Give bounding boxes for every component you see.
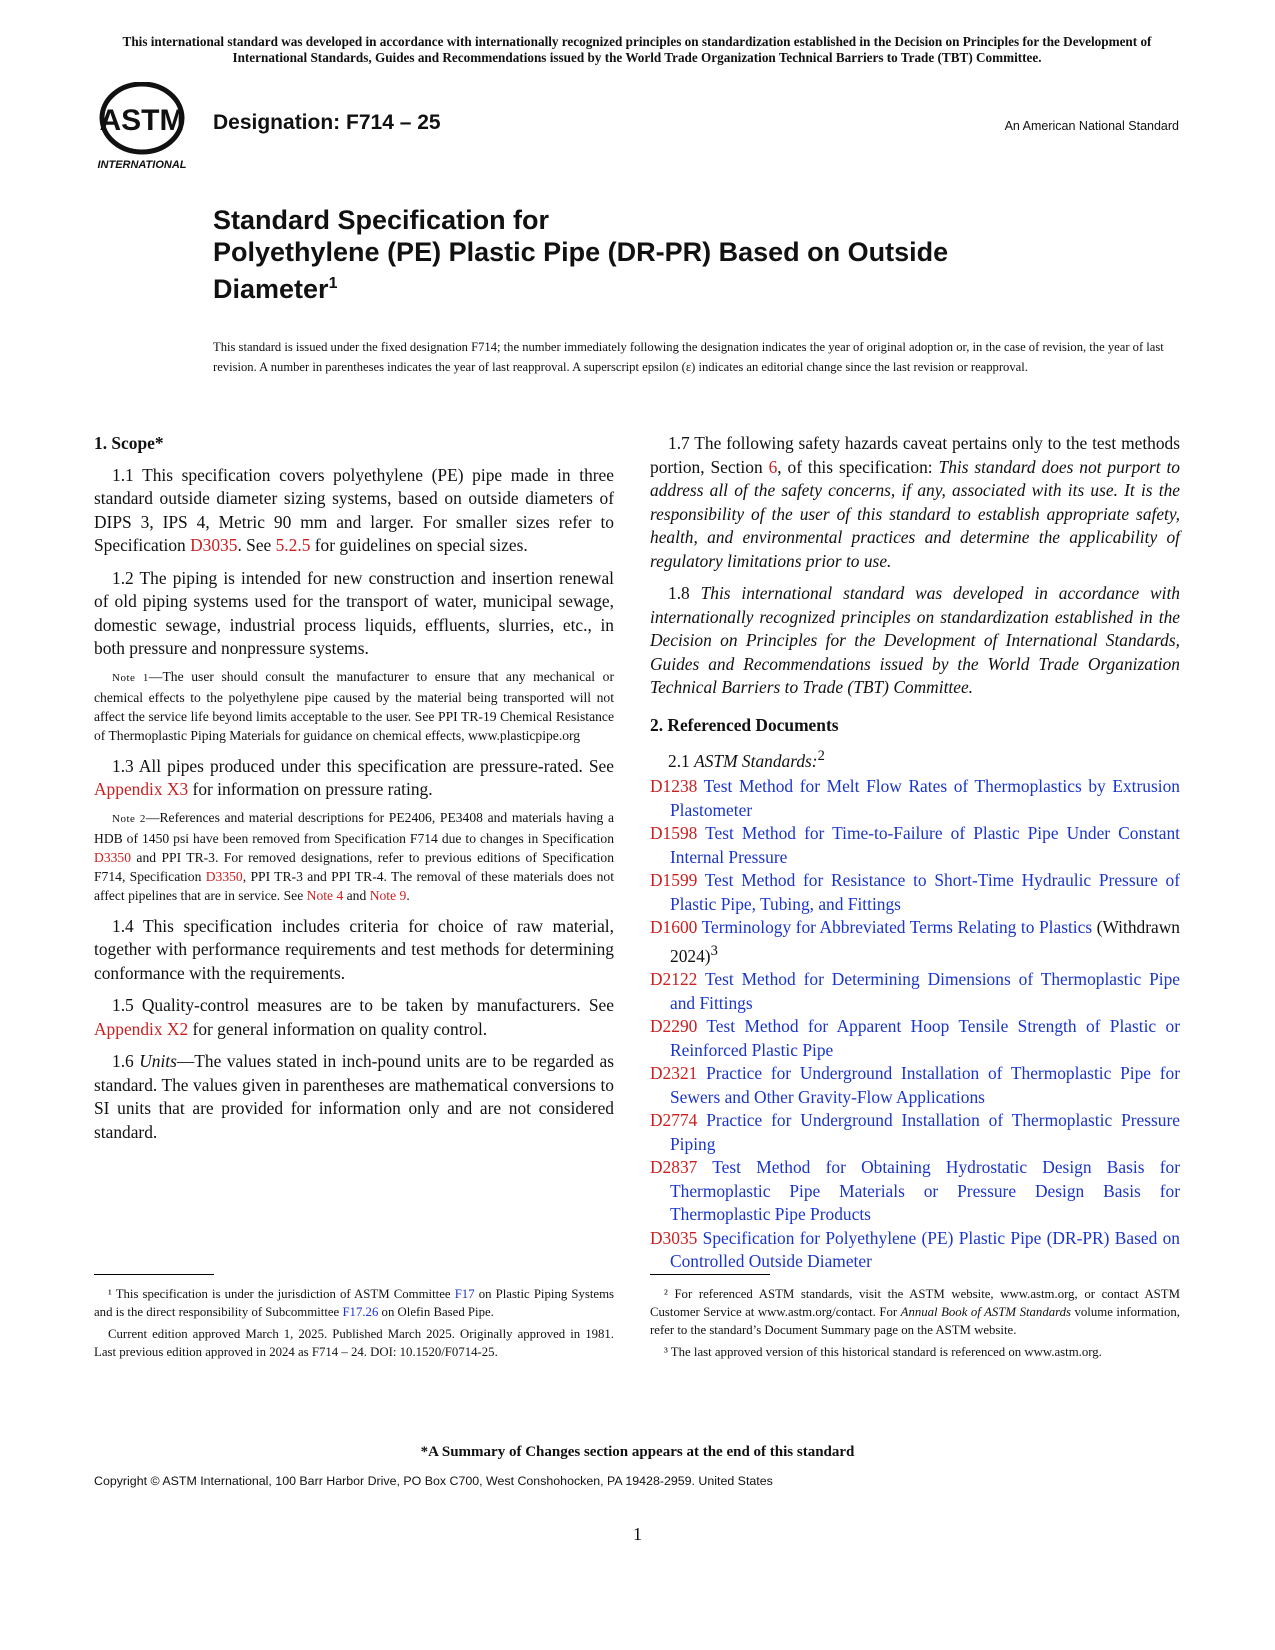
- left-column: [94, 432, 614, 1153]
- logo-word: INTERNATIONAL: [97, 159, 187, 171]
- right-column: [650, 432, 1180, 1274]
- ref-item[interactable]: [650, 1109, 1180, 1156]
- para-1-4: 1.4 This specification includes criteria for choice of raw material, together with performance requirements and test methods for determining conformance with the requirements.: [94, 915, 614, 983]
- ref-code[interactable]: D3035: [650, 1227, 698, 1248]
- ref-item[interactable]: [650, 869, 1180, 916]
- title-footnote-mark: 1: [328, 275, 338, 292]
- footnote-rule-left: [94, 1274, 214, 1275]
- footnote-rule-right: [650, 1274, 770, 1275]
- document-title: [213, 204, 1113, 305]
- astm-logo: [92, 82, 192, 172]
- link-appendix-x3[interactable]: Appendix X3: [94, 779, 189, 799]
- para-1-1: 1.1 This specification covers polyethylene (PE) pipe made in three standard outside diameter sizing systems, based on outside diameters of DIPS 3, IPS 4, Metric 90 mm and larger. For smaller sizes refer to Specification D3035. See 5.2.5 for guidelines on special sizes.: [94, 464, 614, 555]
- title-line-2: Polyethylene (PE) Plastic Pipe (DR-PR) Based on Outside: [213, 237, 949, 267]
- ref-title[interactable]: Test Method for Resistance to Short-Time Hydraulic Pressure of Plastic Pipe, Tubing, and Fittings: [670, 870, 1180, 914]
- section-2-heading: 2. Referenced Documents: [650, 714, 839, 735]
- para-1-7: 1.7 The following safety hazards caveat pertains only to the test methods portion, Section 6, of this specification: This standard does not purport to address all of the safety concerns, if any, associated with its use. It is the responsibility of the user of this standard to establish appropriate safety, health, and environmental practices and determine the applicability of regulatory limitations prior to use.: [650, 433, 1180, 571]
- link-f17[interactable]: F17: [454, 1287, 475, 1301]
- link-note-4[interactable]: Note 4: [306, 887, 344, 903]
- ref-code[interactable]: D2774: [650, 1110, 698, 1131]
- page-number: 1: [633, 1524, 642, 1544]
- ref-title[interactable]: Practice for Underground Installation of Thermoplastic Pressure Piping: [670, 1110, 1180, 1154]
- link-d3350[interactable]: D3350: [94, 849, 132, 865]
- summary-of-changes-note: *A Summary of Changes section appears at the end of this standard: [420, 1444, 855, 1460]
- note-2: Note 2—References and material descriptions for PE2406, PE3408 and materials having a HDB of 1450 psi have been removed from Specification F714 due to changes in Specification D3350 and PPI TR-3. For removed designations, refer to previous editions of Specification F714, Specification D3350, PPI TR-3 and PPI TR-4. The removal of these materials does not affect pipelines that are in service. See Note 4 and Note 9.: [94, 809, 614, 903]
- section-1-heading: 1. Scope*: [94, 433, 164, 453]
- ref-item[interactable]: [650, 822, 1180, 869]
- ref-title[interactable]: Practice for Underground Installation of Thermoplastic Pipe for Sewers and Other Gravity-Flow Applications: [670, 1063, 1180, 1107]
- ref-code[interactable]: D1599: [650, 870, 698, 891]
- ref-title[interactable]: Test Method for Time-to-Failure of Plastic Pipe Under Constant Internal Pressure: [670, 823, 1180, 867]
- ref-code[interactable]: D1600: [650, 917, 698, 938]
- ref-code[interactable]: D2837: [650, 1157, 698, 1178]
- ref-code[interactable]: D1238: [650, 776, 698, 797]
- ref-item[interactable]: [650, 1062, 1180, 1109]
- ref-item[interactable]: [650, 916, 1180, 968]
- title-line-1: Standard Specification for: [213, 205, 550, 235]
- ref-footnote-mark: 3: [710, 942, 718, 959]
- footnote-1: ¹ This specification is under the jurisdiction of ASTM Committee F17 on Plastic Piping Systems and is the direct responsibility of Subcommittee F17.26 on Olefin Based Pipe.: [94, 1287, 615, 1319]
- ref-code[interactable]: D2290: [650, 1016, 698, 1037]
- referenced-documents-list: [650, 775, 1180, 1273]
- link-5-2-5[interactable]: 5.2.5: [275, 535, 311, 555]
- copyright: Copyright © ASTM International, 100 Barr Harbor Drive, PO Box C700, West Conshohocken, PA 19428-2959. United States: [94, 1474, 773, 1488]
- issued-note: This standard is issued under the fixed designation F714; the number immediately following the designation indicates the year of original adoption or, in the case of revision, the year of last revision. A number in parentheses indicates the year of last reapproval. A superscript epsilon (ε) indicates an editorial change since the last revision or reapproval.: [213, 340, 1164, 374]
- title-line-3: Diameter: [213, 274, 329, 304]
- logo-letters: ASTM: [99, 104, 185, 137]
- link-appendix-x2[interactable]: Appendix X2: [94, 1018, 189, 1039]
- ref-item[interactable]: [650, 1156, 1180, 1227]
- para-2-1: 2.1 ASTM Standards:$^2$: [668, 748, 825, 771]
- wto-notice: This international standard was developed in accordance with internationally recognized principles on standardization established in the Decision on Principles for the Development of International Standards, Guides and Recommendations issued by the World Trade Organization Technical Barriers to Trade (TBT) Committee.: [122, 34, 1152, 65]
- ref-title[interactable]: Test Method for Apparent Hoop Tensile Strength of Plastic or Reinforced Plastic Pipe: [670, 1016, 1180, 1060]
- ref-code[interactable]: D1598: [650, 823, 698, 844]
- ref-item[interactable]: [650, 775, 1180, 822]
- ref-title[interactable]: Test Method for Obtaining Hydrostatic Design Basis for Thermoplastic Pipe Materials or Pressure Design Basis for Thermoplastic Pipe Products: [670, 1157, 1180, 1225]
- para-1-2: 1.2 The piping is intended for new construction and insertion renewal of old piping systems used for the transport of water, municipal sewage, domestic sewage, industrial process liquids, effluents, slurries, etc., in both pressure and nonpressure systems.: [94, 567, 614, 658]
- designation: Designation: F714 – 25: [213, 111, 441, 134]
- ref-item[interactable]: [650, 1015, 1180, 1062]
- para-1-8: 1.8 This international standard was developed in accordance with internationally recognized principles on standardization established in the Decision on Principles for the Development of International Standards, Guides and Recommendations issued by the World Trade Organization Technical Barriers to Trade (TBT) Committee.: [650, 583, 1180, 697]
- para-1-6: 1.6 Units—The values stated in inch-pound units are to be regarded as standard. The values given in parentheses are mathematical conversions to SI units that are provided for information only and are not considered standard.: [94, 1051, 614, 1142]
- american-national-standard: An American National Standard: [1004, 119, 1179, 133]
- para-1-5: 1.5 Quality-control measures are to be taken by manufacturers. See Appendix X2 for general information on quality control.: [94, 995, 614, 1039]
- link-f17-26[interactable]: F17.26: [342, 1305, 379, 1319]
- ref-withdrawn: (Withdrawn 2024): [670, 917, 1180, 966]
- link-section-6[interactable]: 6: [768, 456, 778, 477]
- footnotes-left: [94, 1285, 614, 1365]
- ref-title[interactable]: Test Method for Determining Dimensions of Thermoplastic Pipe and Fittings: [670, 969, 1180, 1013]
- ref-title[interactable]: Terminology for Abbreviated Terms Relating to Plastics: [697, 917, 1093, 938]
- footnote-edition: Current edition approved March 1, 2025. Published March 2025. Originally approved in 1981. Last previous edition approved in 2024 as F714 – 24. DOI: 10.1520/F0714-25.: [94, 1327, 614, 1359]
- ref-item[interactable]: [650, 1227, 1180, 1274]
- footnote-2: ² For referenced ASTM standards, visit the ASTM website, www.astm.org, or contact ASTM Customer Service at www.astm.org/contact. For Annual Book of ASTM Standards volume information, refer to the standard’s Document Summary page on the ASTM website.: [650, 1287, 1181, 1337]
- para-1-3: 1.3 All pipes produced under this specification are pressure-rated. See Appendix X3 for information on pressure rating.: [94, 755, 614, 799]
- link-note-9[interactable]: Note 9: [369, 887, 407, 903]
- ref-code[interactable]: D2321: [650, 1063, 698, 1084]
- link-d3350-2[interactable]: D3350: [205, 868, 243, 884]
- note-1: Note 1—The user should consult the manufacturer to ensure that any mechanical or chemical effects to the polyethylene pipe caused by the material being transported will not affect the service life beyond limits acceptable to the user. See PPI TR-19 Chemical Resistance of Thermoplastic Piping Materials for guidance on chemical effects, www.plasticpipe.org: [94, 668, 614, 743]
- footnote-3: ³ The last approved version of this historical standard is referenced on www.astm.org.: [664, 1345, 1102, 1359]
- ref-title[interactable]: Test Method for Melt Flow Rates of Thermoplastics by Extrusion Plastometer: [670, 776, 1180, 820]
- footnotes-right: [650, 1285, 1180, 1365]
- ref-title[interactable]: Specification for Polyethylene (PE) Plastic Pipe (DR-PR) Based on Controlled Outside Diameter: [670, 1227, 1180, 1272]
- ref-item[interactable]: [650, 968, 1180, 1015]
- ref-code[interactable]: D2122: [650, 969, 698, 990]
- link-d3035[interactable]: D3035: [190, 535, 238, 555]
